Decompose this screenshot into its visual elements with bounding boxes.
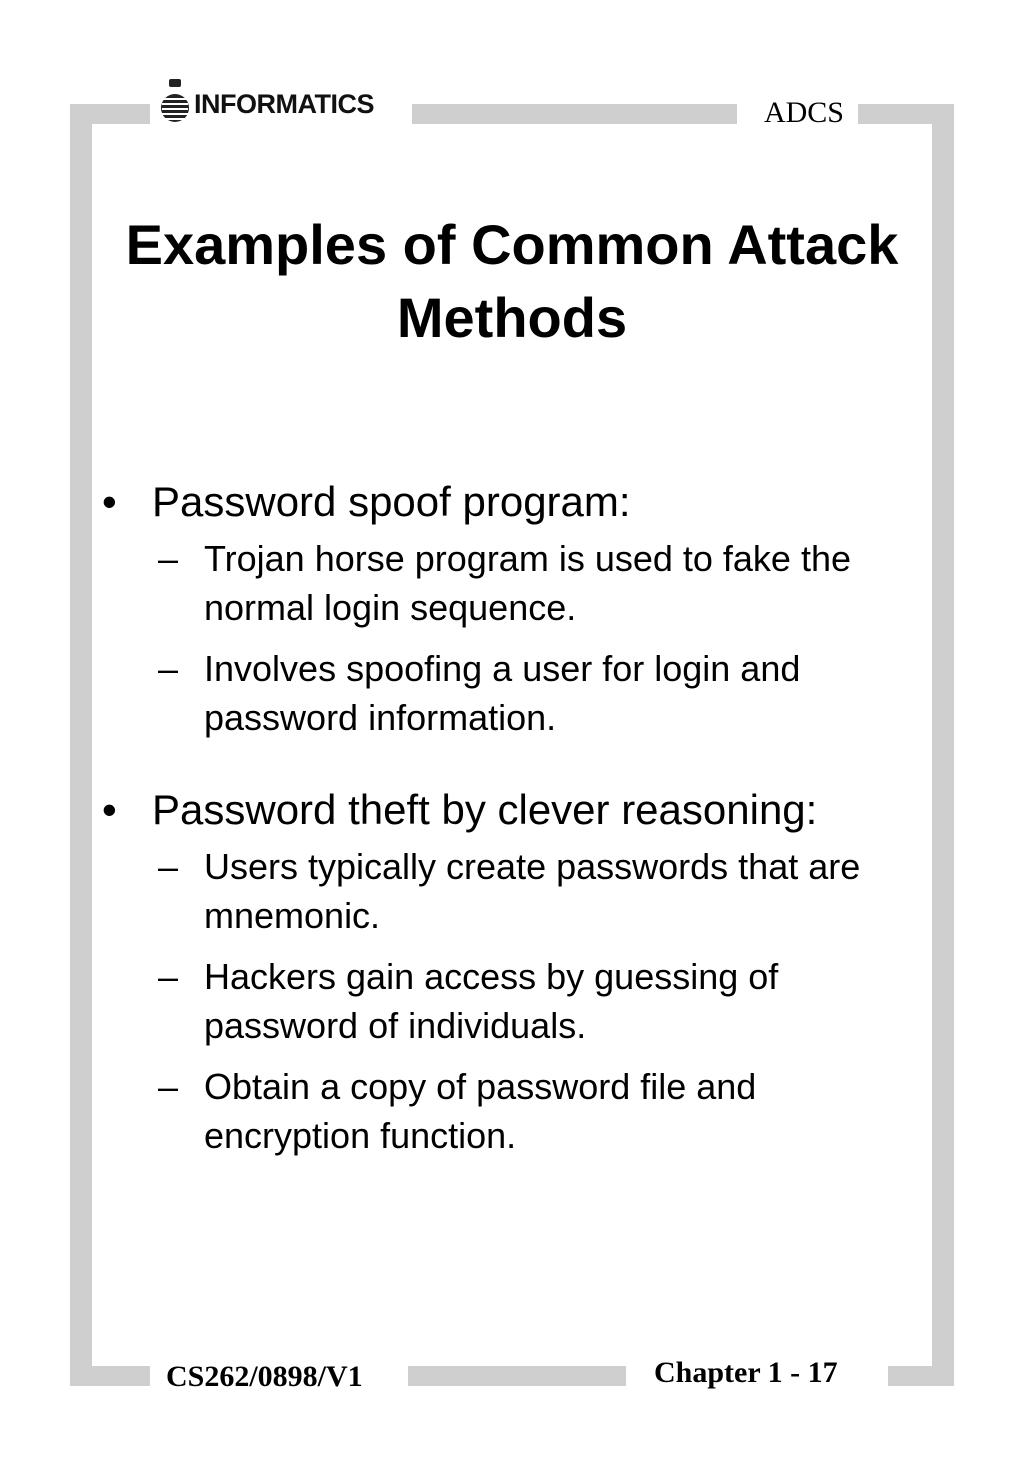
informatics-logo-icon xyxy=(160,79,190,130)
sub-bullet-item xyxy=(158,534,916,632)
sub-bullet-item xyxy=(158,1062,916,1160)
bullet-block xyxy=(96,782,916,1160)
footer-page-number: Chapter 1 - 17 xyxy=(654,1356,838,1389)
dash-marker: – xyxy=(158,538,179,579)
bullet-marker: • xyxy=(102,786,117,833)
footer-course-code: CS262/0898/V1 xyxy=(166,1360,363,1393)
frame-bottom-border xyxy=(70,1366,150,1386)
sub-bullet-list xyxy=(158,842,916,1160)
sub-bullet-text: Hackers gain access by guessing of password of individuals. xyxy=(204,956,779,1046)
dash-marker: – xyxy=(158,1066,179,1107)
dash-marker: – xyxy=(158,648,179,689)
bullet-marker: • xyxy=(102,478,117,525)
slide-title: Examples of Common Attack Methods xyxy=(125,213,899,349)
bullet-text: Password spoof program: xyxy=(152,478,631,525)
sub-bullet-item xyxy=(158,644,916,742)
bullet-block xyxy=(96,474,916,742)
sub-bullet-text: Trojan horse program is used to fake the normal login sequence. xyxy=(204,538,851,628)
sub-bullet-item xyxy=(158,952,916,1050)
logo-text: INFORMATICS xyxy=(194,88,374,119)
frame-top-border xyxy=(70,104,150,124)
course-tag: ADCS xyxy=(763,96,844,129)
bullet-item xyxy=(96,474,916,530)
slide-content xyxy=(96,474,916,1200)
dash-marker: – xyxy=(158,956,179,997)
informatics-logo xyxy=(160,80,374,128)
sub-bullet-item xyxy=(158,842,916,940)
sub-bullet-text: Users typically create passwords that are mnemonic. xyxy=(204,846,861,936)
frame-top-border xyxy=(858,104,954,124)
sub-bullet-text: Obtain a copy of password file and encryption function. xyxy=(204,1066,757,1156)
frame-bottom-border xyxy=(408,1366,626,1386)
sub-bullet-list xyxy=(158,534,916,742)
bullet-text: Password theft by clever reasoning: xyxy=(152,786,818,833)
sub-bullet-text: Involves spoofing a user for login and password information. xyxy=(204,648,801,738)
frame-top-border xyxy=(412,104,737,124)
bullet-item xyxy=(96,782,916,838)
dash-marker: – xyxy=(158,846,179,887)
frame-bottom-border xyxy=(888,1366,954,1386)
